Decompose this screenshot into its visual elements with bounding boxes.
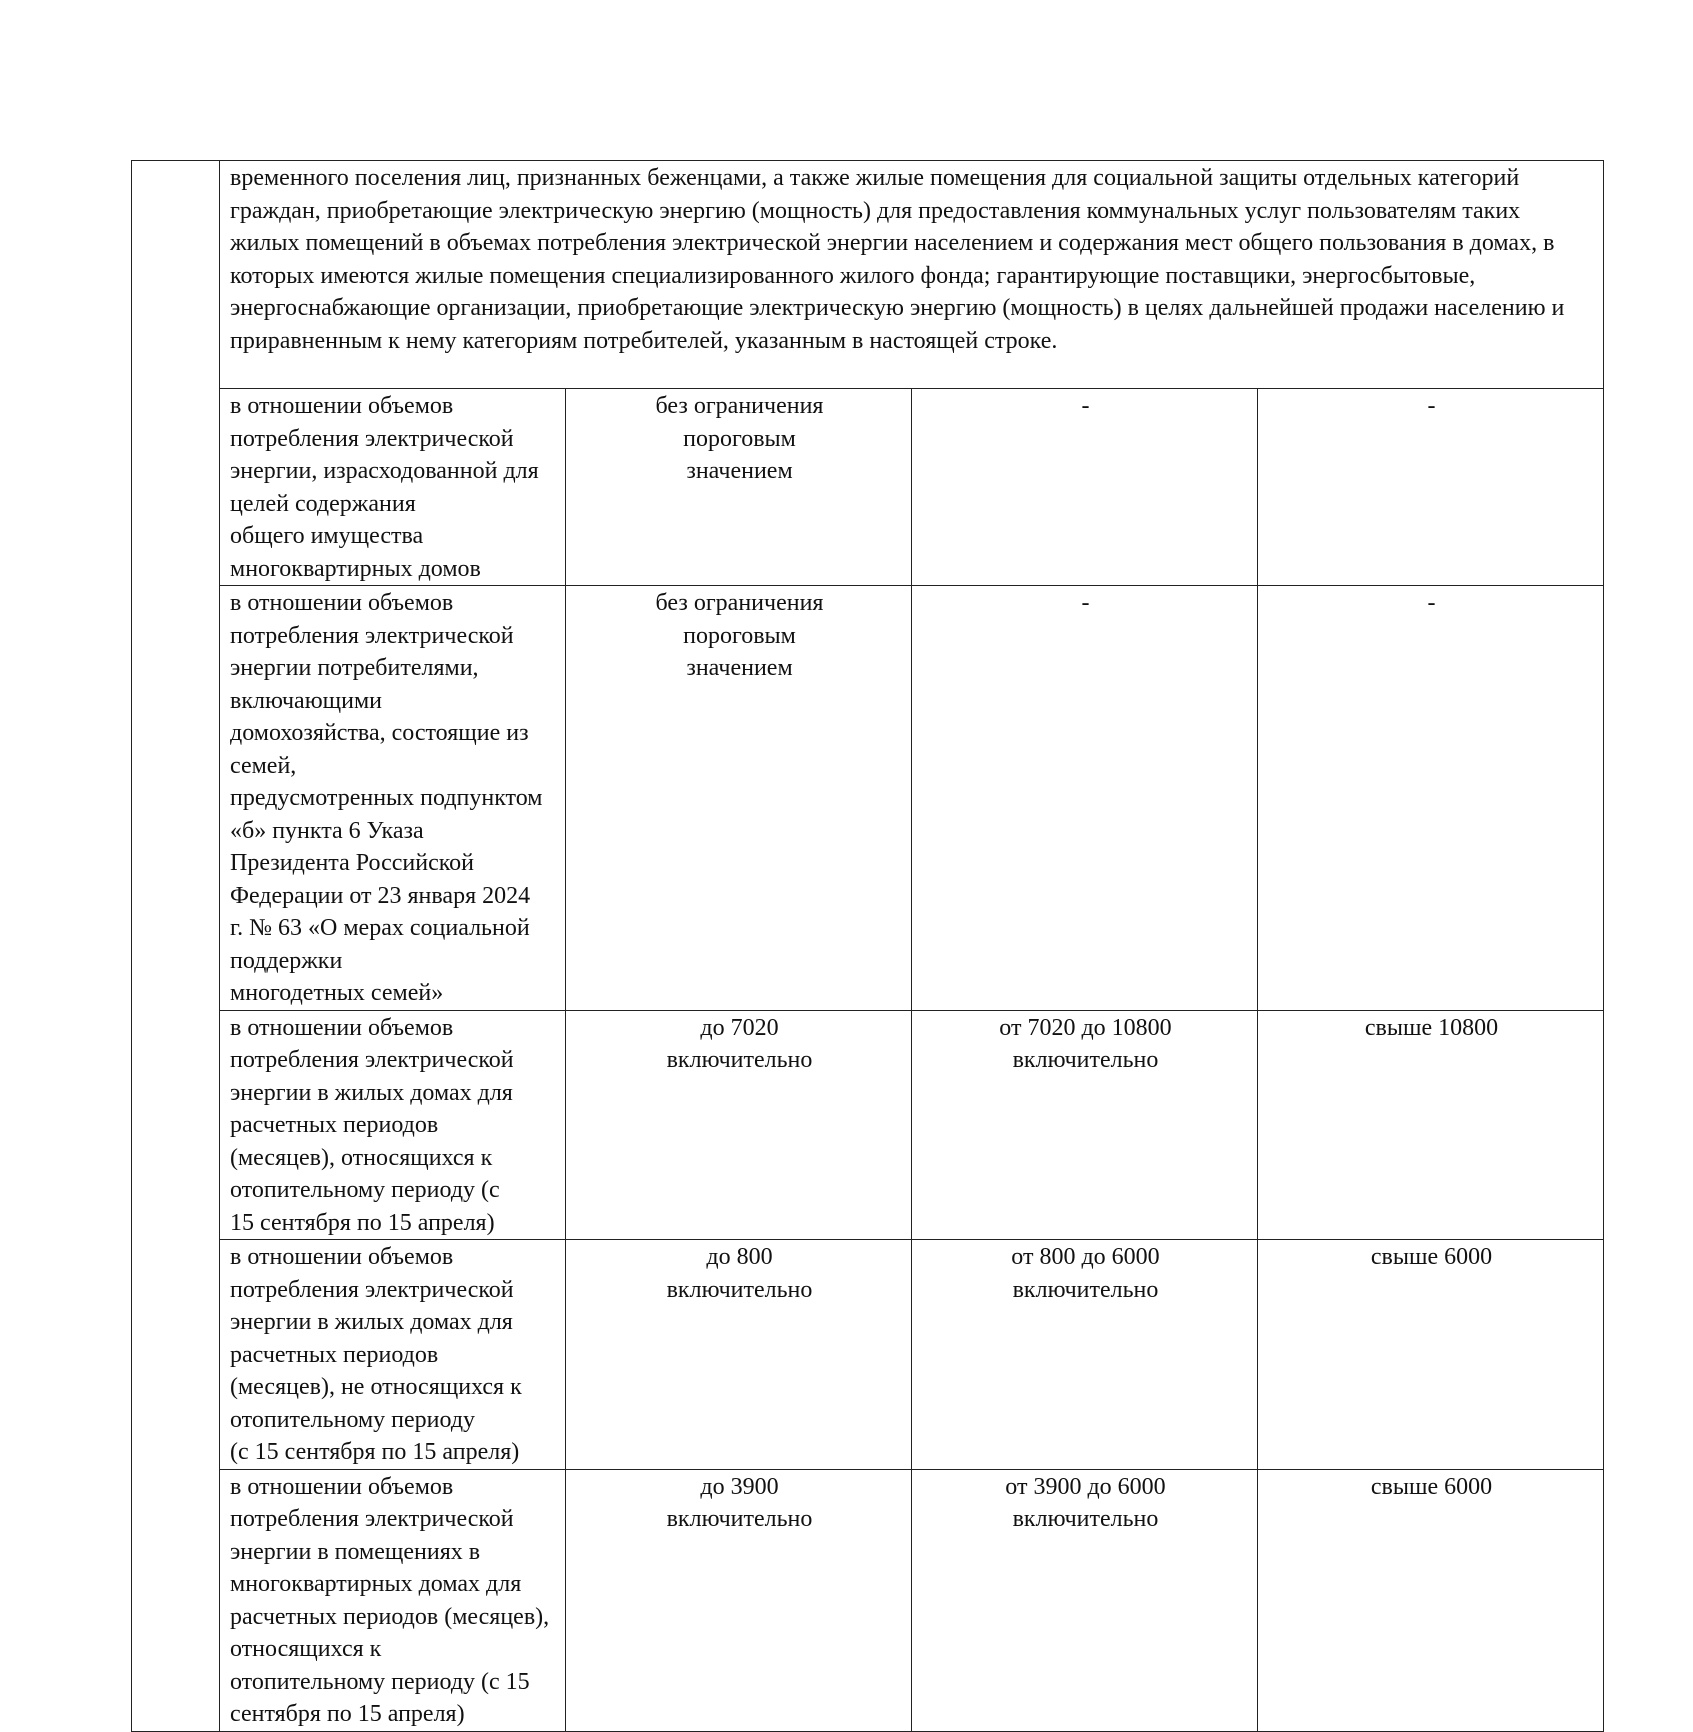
range-3-cell — [1258, 1010, 1604, 1240]
row-description-cell — [220, 1240, 566, 1470]
range-1-value: до 7020 включительно — [666, 1014, 813, 1073]
range-2-cell — [912, 389, 1258, 586]
range-3-value: - — [1427, 393, 1436, 419]
range-1-cell — [566, 586, 912, 1011]
row-description: в отношении объемов потребления электрической энергии в жилых домах для расчетных периодов (месяцев), не относящихся к отопительному периоду (с 15 сентября по 15 апреля) — [230, 1244, 522, 1465]
table-row — [132, 1010, 1604, 1240]
range-1-cell — [566, 389, 912, 586]
range-3-value: свыше 10800 — [1364, 1014, 1499, 1041]
range-3-cell — [1258, 586, 1604, 1011]
row-description-cell — [220, 389, 566, 586]
range-1-value: без ограничения пороговым значением — [655, 590, 824, 681]
consumer-category-description — [220, 161, 1604, 389]
row-description-cell — [220, 586, 566, 1011]
table-row-intro — [132, 161, 1604, 389]
range-3-value: свыше 6000 — [1370, 1473, 1493, 1500]
table-row — [132, 1240, 1604, 1470]
range-2-cell — [912, 1240, 1258, 1470]
table-row — [132, 1469, 1604, 1731]
range-2-value: от 800 до 6000 включительно — [1011, 1244, 1160, 1303]
range-2-cell — [912, 586, 1258, 1011]
range-3-cell — [1258, 1469, 1604, 1731]
range-2-value: - — [1081, 393, 1090, 419]
row-description: в отношении объемов потребления электрической энергии в помещениях в многоквартирных домах для расчетных периодов (месяцев), относящихся к отопительному периоду (с 15 сентября по 15 апреля) — [230, 1473, 550, 1727]
range-2-value: от 3900 до 6000 включительно — [1005, 1473, 1166, 1532]
range-3-value: свыше 6000 — [1370, 1244, 1493, 1270]
range-2-cell — [912, 1469, 1258, 1731]
row-description: в отношении объемов потребления электрической энергии, израсходованной для целей содержания общего имущества многоквартирных домов — [230, 393, 539, 582]
row-description-cell — [220, 1010, 566, 1240]
range-3-cell — [1258, 389, 1604, 586]
range-3-value: - — [1427, 590, 1436, 616]
range-1-value: без ограничения пороговым значением — [655, 393, 824, 484]
range-2-value: - — [1081, 590, 1090, 616]
range-2-cell — [912, 1010, 1258, 1240]
tariff-table — [131, 160, 1604, 1732]
table-row — [132, 389, 1604, 586]
range-1-cell — [566, 1240, 912, 1470]
range-1-value: до 800 включительно — [666, 1244, 813, 1303]
range-1-cell — [566, 1010, 912, 1240]
row-description: в отношении объемов потребления электрической энергии потребителями, включающими домохозяйства, состоящие из семей, предусмотренных подпунктом «б» пункта 6 Указа Президента Российской Федерации от 23 января 2024 г. № 63 «О мерах социальной поддержки многодетных семей» — [230, 590, 543, 1006]
range-1-value: до 3900 включительно — [666, 1473, 813, 1532]
consumer-category-text: временного поселения лиц, признанных беженцами, а также жилые помещения для социальной защиты отдельных категорий граждан, приобретающие электрическую энергию (мощность) для предоставления коммунальных услуг пользователям таких жилых помещений в объемах потребления электрической энергии населением и содержания мест общего пользования в домах, в которых имеются жилые помещения специализированного жилого фонда; гарантирующие поставщики, энергосбытовые, энергоснабжающие организации, приобретающие электрическую энергию (мощность) в целях дальнейшей продажи населению и приравненным к нему категориям потребителей, указанным в настоящей строке. — [230, 165, 1565, 354]
range-3-cell — [1258, 1240, 1604, 1470]
row-description-cell — [220, 1469, 566, 1731]
table-row — [132, 586, 1604, 1011]
row-number-cell — [132, 161, 220, 1732]
range-2-value: от 7020 до 10800 включительно — [999, 1014, 1172, 1073]
row-description: в отношении объемов потребления электрической энергии в жилых домах для расчетных периодов (месяцев), относящихся к отопительному периоду (с 15 сентября по 15 апреля) — [230, 1014, 514, 1236]
range-1-cell — [566, 1469, 912, 1731]
